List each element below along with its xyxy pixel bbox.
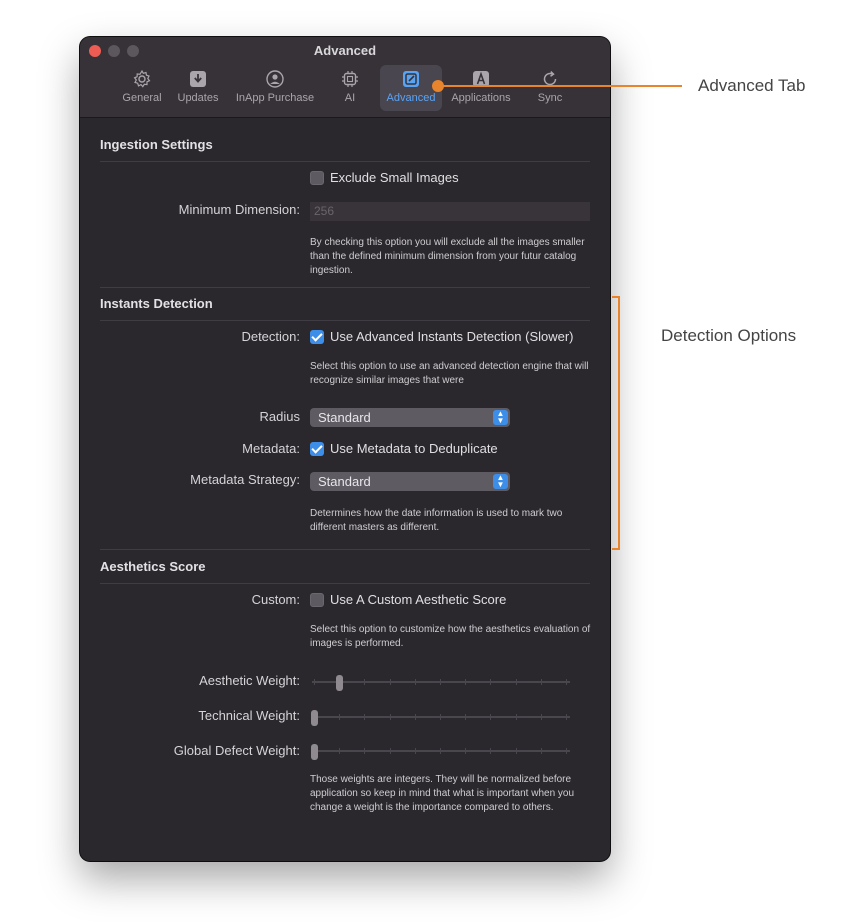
slider-tick: [465, 714, 466, 720]
slider-tick: [440, 748, 441, 754]
window-title: Advanced: [313, 43, 377, 58]
advanced-detection-checkbox[interactable]: [310, 329, 574, 344]
weights-description: Those weights are integers. They will be normalized before application so keep in mind that what is important when you change a weight is the importance compared to others.: [310, 774, 575, 813]
tab-general[interactable]: [116, 65, 168, 111]
slider-tick: [314, 679, 315, 685]
select-value: Standard: [318, 410, 371, 425]
section-title-ingestion: Ingestion Settings: [100, 137, 213, 152]
download-icon: [188, 69, 208, 89]
metadata-dedup-checkbox[interactable]: [310, 441, 498, 456]
checkbox-label: Use Metadata to Deduplicate: [330, 441, 498, 456]
checkbox-unchecked[interactable]: [310, 593, 324, 607]
divider: [100, 161, 590, 162]
slider-tick: [465, 748, 466, 754]
slider-tick: [490, 679, 491, 685]
slider-track: [312, 681, 570, 683]
chip-icon: [340, 69, 360, 89]
slider-tick: [566, 679, 567, 685]
checkbox-checked[interactable]: [310, 442, 324, 456]
metadata-label: Metadata:: [242, 441, 300, 456]
custom-aesthetic-checkbox[interactable]: [310, 592, 506, 607]
title-bar: [80, 37, 610, 118]
slider-tick: [390, 679, 391, 685]
metadata-strategy-label: Metadata Strategy:: [190, 472, 300, 487]
detection-options-bracket: [618, 296, 620, 550]
bracket-top-cap: [612, 296, 620, 298]
slider-tick: [566, 714, 567, 720]
minimum-dimension-label: Minimum Dimension:: [178, 202, 300, 217]
tab-label: Updates: [177, 92, 219, 104]
tab-inapp-purchase[interactable]: [230, 65, 320, 111]
gear-icon: [132, 69, 152, 89]
technical-weight-slider[interactable]: [310, 710, 572, 724]
callout-dot: [432, 80, 444, 92]
tab-label: AI: [344, 92, 356, 104]
slider-tick: [541, 714, 542, 720]
slider-tick: [364, 714, 365, 720]
bracket-bottom-cap: [612, 548, 620, 550]
divider: [100, 320, 590, 321]
divider: [100, 287, 590, 288]
chevron-updown-icon: ▲ ▼: [493, 410, 508, 425]
tab-ai[interactable]: [330, 65, 370, 111]
slider-tick: [440, 679, 441, 685]
slider-tick: [339, 714, 340, 720]
aesthetic-weight-label: Aesthetic Weight:: [199, 673, 300, 688]
strategy-description: Determines how the date information is used to mark two different masters as different.: [310, 508, 563, 533]
slider-tick: [566, 748, 567, 754]
detection-label: Detection:: [241, 329, 300, 344]
checkbox-checked[interactable]: [310, 330, 324, 344]
section-title-aesthetics: Aesthetics Score: [100, 559, 206, 574]
tab-sync[interactable]: [528, 65, 572, 111]
slider-knob[interactable]: [311, 744, 318, 760]
slider-tick: [516, 679, 517, 685]
tab-label: Sync: [537, 92, 563, 104]
tab-label: Applications: [451, 92, 511, 104]
divider: [100, 583, 590, 584]
preferences-window: [80, 37, 610, 861]
custom-label: Custom:: [251, 592, 300, 607]
slider-tick: [516, 748, 517, 754]
chevron-updown-icon: ▲ ▼: [493, 474, 508, 489]
metadata-strategy-select[interactable]: [310, 472, 510, 491]
slider-tick: [390, 748, 391, 754]
global-defect-weight-slider[interactable]: [310, 744, 572, 758]
slider-tick: [364, 748, 365, 754]
radius-select[interactable]: [310, 408, 510, 427]
advanced-tab-annotation: Advanced Tab: [698, 76, 806, 95]
slider-knob[interactable]: [336, 675, 343, 691]
detection-options-annotation: Detection Options: [661, 326, 797, 345]
slider-knob[interactable]: [311, 710, 318, 726]
slider-tick: [541, 748, 542, 754]
checkbox-label: Use Advanced Instants Detection (Slower): [330, 329, 574, 344]
select-value: Standard: [318, 474, 371, 489]
slider-tick: [440, 714, 441, 720]
checkbox-unchecked[interactable]: [310, 171, 324, 185]
slider-tick: [516, 714, 517, 720]
divider: [100, 549, 590, 550]
slider-tick: [339, 748, 340, 754]
exclude-small-images-checkbox[interactable]: [310, 170, 459, 185]
checkbox-label: Exclude Small Images: [330, 170, 459, 185]
tab-label: InApp Purchase: [235, 92, 315, 104]
advanced-icon: [401, 69, 421, 89]
technical-weight-label: Technical Weight:: [198, 708, 300, 723]
section-title-instants-detection: Instants Detection: [100, 296, 213, 311]
tab-updates[interactable]: [172, 65, 224, 111]
slider-track: [312, 750, 570, 752]
tab-label: General: [122, 92, 162, 104]
detection-description: Select this option to use an advanced detection engine that will recognize similar images that were: [310, 361, 589, 386]
slider-tick: [490, 714, 491, 720]
aesthetic-weight-slider[interactable]: [310, 675, 572, 689]
slider-tick: [415, 679, 416, 685]
slider-tick: [465, 679, 466, 685]
radius-label: Radius: [259, 409, 300, 424]
ingestion-description: By checking this option you will exclude all the images smaller than the defined minimum dimension from your futur catalog ingestion.: [310, 237, 585, 276]
slider-tick: [364, 679, 365, 685]
slider-tick: [490, 748, 491, 754]
slider-track: [312, 716, 570, 718]
slider-tick: [415, 748, 416, 754]
slider-tick: [415, 714, 416, 720]
checkbox-label: Use A Custom Aesthetic Score: [330, 592, 507, 607]
tab-label: Advanced: [386, 92, 436, 104]
global-defect-weight-label: Global Defect Weight:: [173, 743, 300, 758]
minimum-dimension-input[interactable]: 256: [310, 202, 590, 221]
person-icon: [265, 69, 285, 89]
custom-description: Select this option to customize how the aesthetics evaluation of images is performed.: [310, 624, 591, 649]
slider-tick: [541, 679, 542, 685]
advanced-tab-callout-line: [437, 85, 682, 87]
slider-tick: [390, 714, 391, 720]
tab-applications[interactable]: [446, 65, 516, 111]
